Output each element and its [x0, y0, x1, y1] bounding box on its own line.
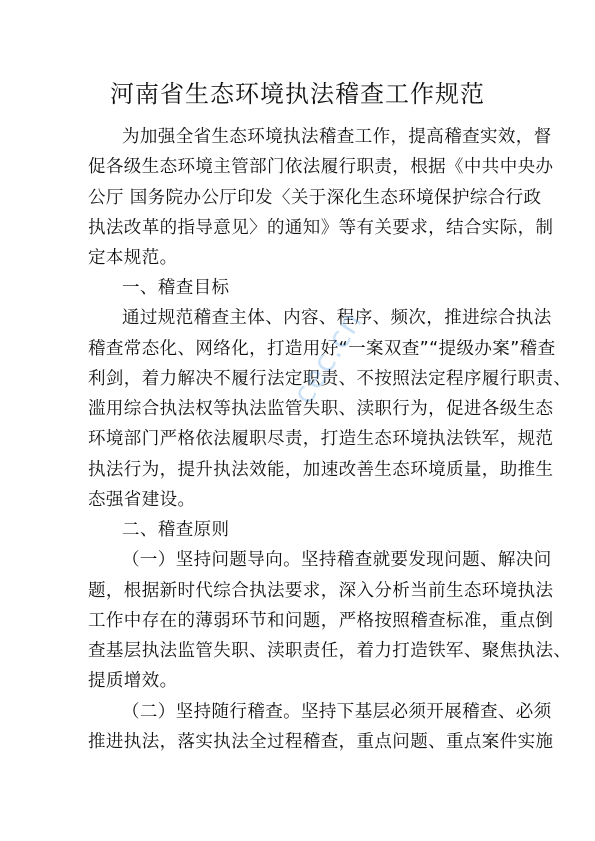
paragraph-line: 稽查常态化、网络化，打造用好“一案双查”“提级办案”稽查: [88, 339, 556, 359]
paragraph-line: 利剑，着力解决不履行法定职责、不按照法定程序履行职责、: [88, 369, 572, 389]
paragraph-line: 题，根据新时代综合执法要求，深入分析当前生态环境执法: [88, 581, 554, 601]
paragraph-line: 提质增效。: [88, 671, 178, 691]
paragraph-line: 态强省建设。: [88, 490, 196, 510]
watermark: cec.cn: [286, 305, 370, 411]
section-heading: 一、稽查目标: [122, 278, 230, 298]
paragraph-line: 工作中存在的薄弱环节和问题，严格按照稽查标准，重点倒: [88, 611, 554, 631]
paragraph-line: 滥用综合执法权等执法监管失职、渎职行为，促进各级生态: [88, 399, 554, 419]
paragraph-line: 促各级生态环境主管部门依法履行职责，根据《中共中央办: [88, 157, 554, 177]
document-title: 河南省生态环境执法稽查工作规范: [110, 80, 485, 108]
paragraph-line: 环境部门严格依法履职尽责，打造生态环境执法铁军，规范: [88, 429, 554, 449]
paragraph-line: （一）坚持问题导向。坚持稽查就要发现问题、解决问: [122, 550, 552, 570]
paragraph-line: 执法改革的指导意见〉的通知》等有关要求，结合实际，制: [88, 218, 554, 238]
paragraph-line: （二）坚持随行稽查。坚持下基层必须开展稽查、必须: [122, 702, 552, 722]
paragraph-line: 推进执法，落实执法全过程稽查，重点问题、重点案件实施: [88, 732, 554, 752]
section-heading: 二、稽查原则: [122, 520, 230, 540]
paragraph-line: 查基层执法监管失职、渎职责任，着力打造铁军、聚焦执法、: [88, 641, 572, 661]
paragraph-line: 执法行为，提升执法效能，加速改善生态环境质量，助推生: [88, 460, 554, 480]
paragraph-line: 公厅 国务院办公厅印发〈关于深化生态环境保护综合行政: [88, 188, 542, 208]
paragraph-line: 通过规范稽查主体、内容、程序、频次，推进综合执法: [122, 308, 552, 328]
paragraph-line: 为加强全省生态环境执法稽查工作，提高稽查实效，督: [122, 127, 552, 147]
paragraph-line: 定本规范。: [88, 248, 178, 268]
